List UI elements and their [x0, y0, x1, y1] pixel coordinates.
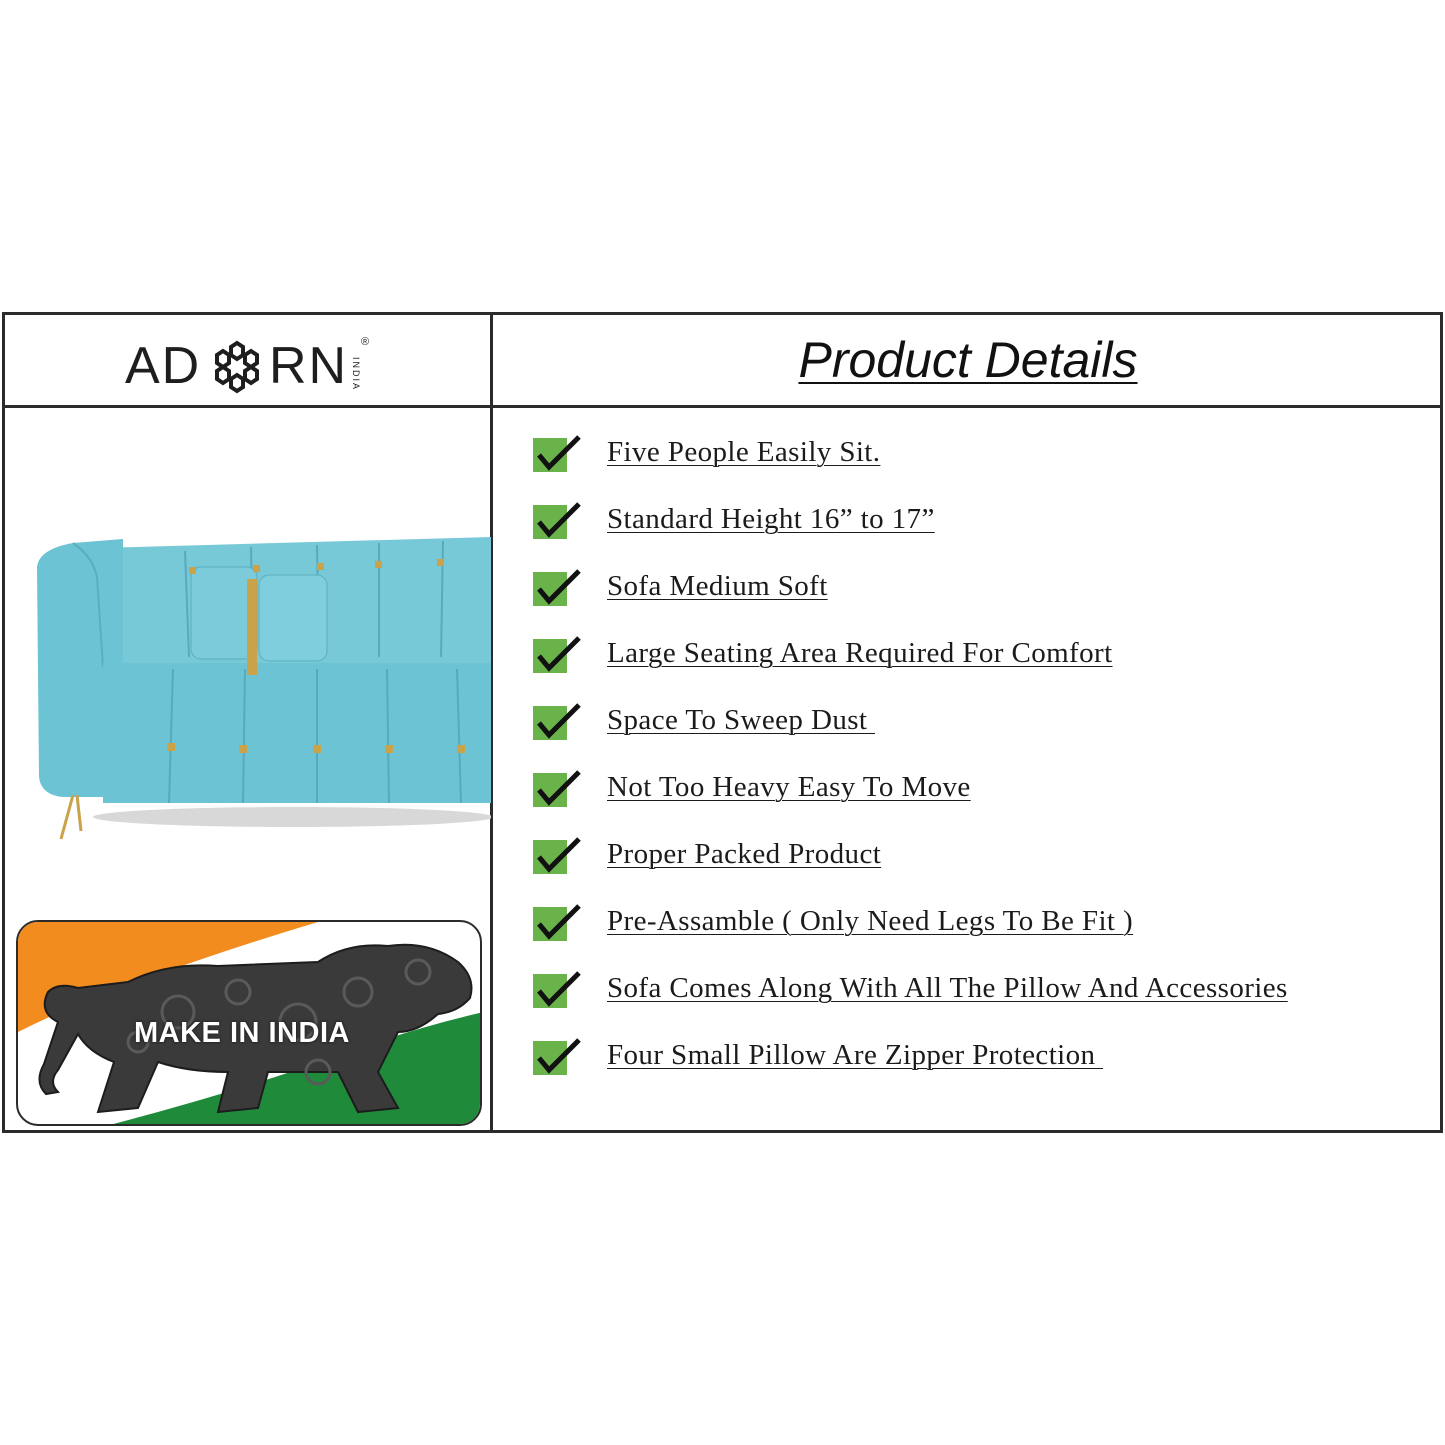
feature-text: Space To Sweep Dust: [607, 704, 876, 736]
feature-list: [533, 435, 1288, 1105]
checkmark-icon: [533, 904, 583, 944]
feature-text: Pre-Assamble ( Only Need Legs To Be Fit ): [607, 905, 1134, 937]
page-title: Product Details: [798, 332, 1138, 388]
product-details-panel: [2, 312, 1443, 1133]
checkmark-icon: [533, 435, 583, 475]
list-item: [533, 904, 1288, 971]
list-item: [533, 636, 1288, 703]
horizontal-divider: [5, 405, 1440, 408]
feature-text: Not Too Heavy Easy To Move: [607, 771, 971, 803]
registered-mark: ®: [361, 336, 370, 348]
sofa-image: [33, 527, 491, 847]
logo-text-left: AD: [125, 337, 202, 395]
list-item: [533, 770, 1288, 837]
checkmark-icon: [533, 837, 583, 877]
list-item: [533, 837, 1288, 904]
checkmark-icon: [533, 569, 583, 609]
list-item: [533, 703, 1288, 770]
checkmark-icon: [533, 1038, 583, 1078]
checkmark-icon: [533, 770, 583, 810]
checkmark-icon: [533, 971, 583, 1011]
list-item: [533, 569, 1288, 636]
feature-text: Sofa Comes Along With All The Pillow And Accessories: [607, 972, 1288, 1004]
feature-text: Standard Height 16” to 17”: [607, 503, 935, 535]
feature-text: Sofa Medium Soft: [607, 570, 828, 602]
header: [493, 315, 1443, 405]
list-item: [533, 435, 1288, 502]
logo-text-right: RN: [269, 337, 349, 395]
checkmark-icon: [533, 703, 583, 743]
make-in-india-label: MAKE IN INDIA: [134, 1017, 350, 1049]
feature-text: Five People Easily Sit.: [607, 436, 881, 468]
hexagon-flower-icon: [217, 343, 257, 391]
adorn-logo: [125, 333, 375, 397]
feature-text: Four Small Pillow Are Zipper Protection: [607, 1039, 1104, 1071]
list-item: [533, 1038, 1288, 1105]
checkmark-icon: [533, 636, 583, 676]
checkmark-icon: [533, 502, 583, 542]
feature-text: Proper Packed Product: [607, 838, 882, 870]
feature-text: Large Seating Area Required For Comfort: [607, 637, 1113, 669]
list-item: [533, 971, 1288, 1038]
make-in-india-badge: [16, 920, 482, 1126]
list-item: [533, 502, 1288, 569]
logo-tag: INDIA: [351, 357, 361, 392]
